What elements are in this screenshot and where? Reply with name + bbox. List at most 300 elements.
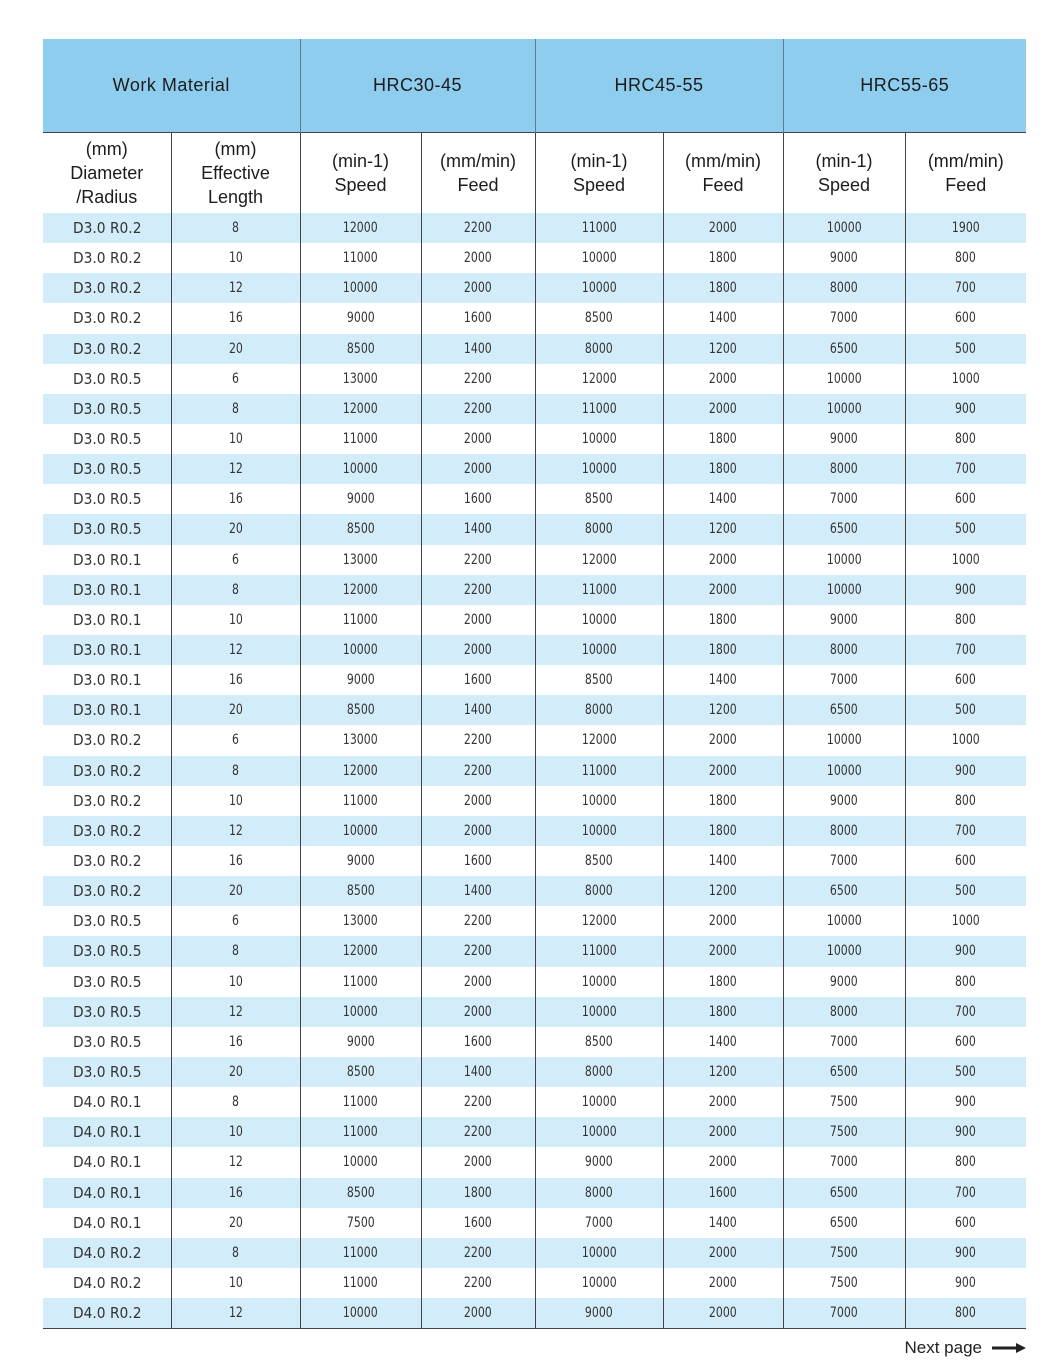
table-cell <box>421 906 535 936</box>
table-cell <box>905 1268 1026 1298</box>
cell-value: 2000 <box>709 1305 737 1322</box>
cell-value: 500 <box>955 340 977 357</box>
table-cell <box>663 243 783 273</box>
table-cell <box>905 394 1026 424</box>
cell-value: 1600 <box>464 672 492 689</box>
table-cell <box>535 243 663 273</box>
cell-value: 10 <box>228 973 243 990</box>
table-cell <box>171 575 300 605</box>
table-cell <box>43 605 171 635</box>
table-cell <box>663 786 783 816</box>
cell-value: 700 <box>955 280 977 297</box>
cell-value: 20 <box>228 883 243 900</box>
table-cell <box>905 424 1026 454</box>
cell-value: D4.0 R0.2 <box>72 1304 141 1323</box>
table-cell <box>300 1117 421 1147</box>
cell-value: 8 <box>232 762 239 779</box>
cell-value: 1800 <box>709 461 737 478</box>
table-cell <box>783 635 905 665</box>
cell-value: 12000 <box>343 762 378 779</box>
table-cell <box>783 1298 905 1329</box>
cell-value: 2000 <box>709 943 737 960</box>
table-cell <box>663 725 783 755</box>
table-cell <box>300 816 421 846</box>
cell-value: 8500 <box>585 1033 613 1050</box>
cell-value: 7500 <box>830 1274 858 1291</box>
header-row <box>43 39 1026 133</box>
cell-value: D3.0 R0.1 <box>72 701 141 720</box>
table-cell <box>783 334 905 364</box>
cell-value: 13000 <box>343 551 378 568</box>
table-row <box>43 334 1026 364</box>
cell-value: 700 <box>955 461 977 478</box>
table-row <box>43 1087 1026 1117</box>
cell-value: 1200 <box>709 340 737 357</box>
table-cell <box>783 273 905 303</box>
table-cell <box>783 213 905 243</box>
table-cell <box>663 876 783 906</box>
table-cell <box>905 243 1026 273</box>
table-cell <box>171 303 300 333</box>
cell-value: 2200 <box>464 220 492 237</box>
cell-value: 2000 <box>464 1305 492 1322</box>
table-cell <box>43 424 171 454</box>
table-cell <box>43 454 171 484</box>
table-cell <box>43 1147 171 1177</box>
table-cell <box>171 635 300 665</box>
cell-value: 16 <box>228 1184 243 1201</box>
cell-value: 9000 <box>585 1305 613 1322</box>
cell-value: 20 <box>228 702 243 719</box>
cell-value: 11000 <box>343 1244 378 1261</box>
cell-value: 8500 <box>585 491 613 508</box>
cell-value: D3.0 R0.5 <box>72 430 141 449</box>
table-cell <box>171 1087 300 1117</box>
table-cell <box>783 876 905 906</box>
cell-value: 1200 <box>709 1064 737 1080</box>
table-cell <box>535 665 663 695</box>
cell-value: 1400 <box>709 491 737 508</box>
table-cell <box>43 846 171 876</box>
table-cell <box>43 394 171 424</box>
cell-value: 900 <box>955 400 977 417</box>
cell-value: 900 <box>955 762 977 779</box>
table-cell <box>171 1147 300 1177</box>
cell-value: 8000 <box>830 822 858 839</box>
table-row <box>43 394 1026 424</box>
table-cell <box>43 303 171 333</box>
table-cell <box>300 635 421 665</box>
table-cell <box>783 906 905 936</box>
table-cell <box>663 1178 783 1208</box>
table-cell <box>905 1178 1026 1208</box>
cell-value: 8500 <box>585 853 613 870</box>
cell-value: 1800 <box>709 611 737 628</box>
subheader-line: (mm/min) <box>927 151 1004 171</box>
table-cell <box>421 756 535 786</box>
cell-value: 1800 <box>709 822 737 839</box>
table-cell <box>300 906 421 936</box>
table-cell <box>783 846 905 876</box>
table-cell <box>535 1238 663 1268</box>
cell-value: 1400 <box>709 672 737 689</box>
cell-value: D3.0 R0.1 <box>72 641 141 660</box>
cell-value: 16 <box>228 1033 243 1050</box>
table-cell <box>43 1298 171 1329</box>
table-cell <box>663 1147 783 1177</box>
cell-value: 8 <box>232 943 239 960</box>
table-cell <box>300 545 421 575</box>
table-cell <box>421 786 535 816</box>
cell-value: 2000 <box>464 431 492 448</box>
cell-value: 10000 <box>826 370 862 387</box>
table-cell <box>300 1208 421 1238</box>
cell-value: 8000 <box>830 642 858 659</box>
cell-value: 8500 <box>346 521 375 538</box>
cell-value: 1900 <box>951 220 980 237</box>
cell-value: 2000 <box>709 1124 737 1141</box>
table-cell <box>171 545 300 575</box>
cell-value: 1400 <box>709 1033 737 1050</box>
table-cell <box>783 605 905 635</box>
cell-value: 8000 <box>585 340 613 357</box>
table-cell <box>300 484 421 514</box>
cell-value: 6 <box>232 913 239 930</box>
subheader-line: Diameter <box>70 163 144 183</box>
cell-value: 7000 <box>830 853 858 870</box>
table-cell <box>663 997 783 1027</box>
table-cell <box>783 786 905 816</box>
table-cell <box>421 545 535 575</box>
table-cell <box>421 725 535 755</box>
cell-value: 2000 <box>464 1003 492 1020</box>
cell-value: 11000 <box>343 431 378 448</box>
table-row <box>43 997 1026 1027</box>
table-row <box>43 906 1026 936</box>
cell-value: 1200 <box>709 702 737 719</box>
table-cell <box>905 213 1026 243</box>
cell-value: 900 <box>955 1094 977 1111</box>
cell-value: 10000 <box>581 1274 617 1291</box>
table-cell <box>43 1027 171 1057</box>
cell-value: 12000 <box>343 220 378 237</box>
table-row <box>43 243 1026 273</box>
table-cell <box>300 605 421 635</box>
cell-value: 8000 <box>585 1184 613 1201</box>
cell-value: 12000 <box>581 551 617 568</box>
table-row <box>43 605 1026 635</box>
cell-value: D3.0 R0.5 <box>72 490 141 509</box>
table-cell <box>783 303 905 333</box>
cell-value: 700 <box>955 1003 977 1020</box>
subheader-line: Feed <box>702 175 744 195</box>
cell-value: D3.0 R0.2 <box>72 882 141 901</box>
table-cell <box>535 1208 663 1238</box>
cell-value: 1200 <box>709 883 737 900</box>
cell-value: 1000 <box>951 913 980 930</box>
table-cell <box>783 756 905 786</box>
cell-value: 10000 <box>581 973 617 990</box>
cell-value: 16 <box>228 672 243 689</box>
table-cell <box>421 1178 535 1208</box>
table-cell <box>421 1027 535 1057</box>
cell-value: 1400 <box>709 1214 737 1231</box>
table-cell <box>421 635 535 665</box>
table-cell <box>663 846 783 876</box>
cell-value: 6500 <box>830 1214 858 1231</box>
cell-value: 6 <box>232 551 239 568</box>
cell-value: 8 <box>232 1244 239 1261</box>
table-cell <box>421 1268 535 1298</box>
cell-value: D3.0 R0.2 <box>72 791 141 810</box>
cell-value: 1800 <box>709 642 737 659</box>
table-cell <box>783 1268 905 1298</box>
table-cell <box>905 1238 1026 1268</box>
table-cell <box>905 1208 1026 1238</box>
speed-header-hrc55-65 <box>783 133 905 214</box>
table-cell <box>783 243 905 273</box>
cell-value: D3.0 R0.1 <box>72 580 141 599</box>
cell-value: 1400 <box>709 310 737 327</box>
table-cell <box>421 1057 535 1087</box>
cell-value: 11000 <box>581 220 617 237</box>
table-cell <box>300 936 421 966</box>
table-cell <box>300 454 421 484</box>
cell-value: 2200 <box>464 1274 492 1291</box>
table-cell <box>421 364 535 394</box>
table-cell <box>663 273 783 303</box>
table-cell <box>663 756 783 786</box>
cell-value: 8000 <box>830 280 858 297</box>
table-cell <box>300 514 421 544</box>
cell-value: D3.0 R0.5 <box>72 942 141 961</box>
cell-value: 800 <box>955 973 977 990</box>
cell-value: 9000 <box>830 250 858 267</box>
cell-value: 700 <box>955 642 977 659</box>
cell-value: 13000 <box>343 732 378 749</box>
cell-value: 2000 <box>709 762 737 779</box>
table-cell <box>783 1208 905 1238</box>
table-row <box>43 1268 1026 1298</box>
table-cell <box>663 906 783 936</box>
table-cell <box>783 816 905 846</box>
table-cell <box>421 454 535 484</box>
cell-value: 7000 <box>830 1033 858 1050</box>
cell-value: 600 <box>955 853 977 870</box>
cutting-conditions-table <box>43 39 1026 1329</box>
table-cell <box>300 243 421 273</box>
cell-value: 900 <box>955 1124 977 1141</box>
table-cell <box>663 424 783 454</box>
table-cell <box>171 725 300 755</box>
cell-value: 10 <box>228 792 243 809</box>
table-cell <box>905 846 1026 876</box>
table-cell <box>43 997 171 1027</box>
cell-value: 6500 <box>830 702 858 719</box>
table-cell <box>43 786 171 816</box>
table-cell <box>905 575 1026 605</box>
table-cell <box>43 756 171 786</box>
speed-header-hrc30-45 <box>300 133 421 214</box>
table-cell <box>535 1087 663 1117</box>
table-cell <box>171 1268 300 1298</box>
table-cell <box>300 273 421 303</box>
cell-value: 10000 <box>581 1094 617 1111</box>
table-cell <box>783 424 905 454</box>
cell-value: 1600 <box>709 1184 737 1201</box>
next-page-link[interactable] <box>905 1338 1027 1358</box>
cell-value: D3.0 R0.5 <box>72 912 141 931</box>
cell-value: 10000 <box>826 400 862 417</box>
cell-value: 1400 <box>464 702 492 719</box>
cell-value: 11000 <box>343 973 378 990</box>
cell-value: 1800 <box>709 250 737 267</box>
cell-value: 11000 <box>581 943 617 960</box>
cell-value: 800 <box>955 1305 977 1322</box>
table-cell <box>535 936 663 966</box>
table-cell <box>905 786 1026 816</box>
table-cell <box>535 1178 663 1208</box>
cell-value: 500 <box>955 702 977 719</box>
table-cell <box>421 936 535 966</box>
table-row <box>43 484 1026 514</box>
cell-value: 10 <box>228 1274 243 1291</box>
table-cell <box>421 695 535 725</box>
cell-value: 2200 <box>464 1244 492 1261</box>
table-cell <box>905 454 1026 484</box>
table-cell <box>663 334 783 364</box>
cell-value: 800 <box>955 792 977 809</box>
table-cell <box>905 273 1026 303</box>
cell-value: 2000 <box>709 1274 737 1291</box>
cell-value: 8500 <box>346 340 375 357</box>
table-cell <box>421 846 535 876</box>
table-cell <box>300 725 421 755</box>
table-cell <box>300 424 421 454</box>
cell-value: 1600 <box>464 853 492 870</box>
table-cell <box>535 786 663 816</box>
table-cell <box>663 575 783 605</box>
table-cell <box>171 936 300 966</box>
cell-value: 1800 <box>709 280 737 297</box>
cell-value: 7500 <box>830 1124 858 1141</box>
table-cell <box>535 1027 663 1057</box>
table-cell <box>783 364 905 394</box>
table-cell <box>300 786 421 816</box>
table-cell <box>905 1027 1026 1057</box>
cell-value: 12000 <box>581 732 617 749</box>
table-cell <box>43 1178 171 1208</box>
table-cell <box>535 273 663 303</box>
table-cell <box>171 997 300 1027</box>
table-cell <box>535 876 663 906</box>
cell-value: 8500 <box>585 310 613 327</box>
cell-value: 800 <box>955 431 977 448</box>
cell-value: 1000 <box>951 370 980 387</box>
table-cell <box>905 967 1026 997</box>
cell-value: 7500 <box>830 1094 858 1111</box>
cell-value: D3.0 R0.2 <box>72 339 141 358</box>
cell-value: 9000 <box>346 1033 375 1050</box>
table-cell <box>783 665 905 695</box>
table-cell <box>43 1087 171 1117</box>
cell-value: 2200 <box>464 913 492 930</box>
table-row <box>43 1057 1026 1087</box>
table-cell <box>300 334 421 364</box>
table-cell <box>43 484 171 514</box>
table-cell <box>783 575 905 605</box>
table-cell <box>171 1298 300 1329</box>
table-cell <box>421 876 535 906</box>
cell-value: 7000 <box>830 1305 858 1322</box>
table-cell <box>905 545 1026 575</box>
cell-value: D3.0 R0.2 <box>72 279 141 298</box>
cell-value: 1800 <box>464 1184 492 1201</box>
cell-value: 2000 <box>709 913 737 930</box>
cell-value: 10000 <box>343 1154 378 1171</box>
table-cell <box>905 1298 1026 1329</box>
cell-value: 10000 <box>826 913 862 930</box>
cell-value: 6500 <box>830 340 858 357</box>
table-cell <box>905 906 1026 936</box>
table-cell <box>300 1057 421 1087</box>
cell-value: 2000 <box>709 1154 737 1171</box>
table-row <box>43 1147 1026 1177</box>
table-cell <box>535 1057 663 1087</box>
table-cell <box>171 695 300 725</box>
table-cell <box>43 213 171 243</box>
table-cell <box>783 1238 905 1268</box>
cell-value: 8000 <box>585 1064 613 1080</box>
cell-value: 10000 <box>581 1124 617 1141</box>
cell-value: 12 <box>228 280 243 297</box>
cell-value: 800 <box>955 250 977 267</box>
cell-value: D3.0 R0.5 <box>72 1063 141 1081</box>
table-cell <box>535 695 663 725</box>
table-cell <box>43 575 171 605</box>
table-cell <box>535 484 663 514</box>
table-cell <box>171 334 300 364</box>
cell-value: 13000 <box>343 913 378 930</box>
cell-value: 8000 <box>585 521 613 538</box>
diameter-radius-header <box>43 133 171 214</box>
cell-value: 2000 <box>709 220 737 237</box>
cell-value: 12000 <box>343 943 378 960</box>
table-cell <box>783 1087 905 1117</box>
cell-value: 20 <box>228 521 243 538</box>
cell-value: 6500 <box>830 521 858 538</box>
table-row <box>43 213 1026 243</box>
table-cell <box>171 1117 300 1147</box>
cell-value: 8 <box>232 220 239 237</box>
table-cell <box>43 273 171 303</box>
table-cell <box>300 213 421 243</box>
cell-value: 2000 <box>464 280 492 297</box>
cell-value: 6 <box>232 732 239 749</box>
table-row <box>43 936 1026 966</box>
subheader-line: Effective <box>201 163 270 183</box>
group-header-hrc55-65: HRC55-65 <box>783 39 1026 133</box>
subheader-line: (mm) <box>85 139 128 159</box>
cell-value: 16 <box>228 310 243 327</box>
table-cell <box>421 997 535 1027</box>
table-cell <box>535 605 663 635</box>
subheader-line: Speed <box>334 175 387 195</box>
cell-value: 2200 <box>464 1124 492 1141</box>
cell-value: 12 <box>228 822 243 839</box>
cell-value: 9000 <box>830 792 858 809</box>
cell-value: 1000 <box>951 551 980 568</box>
